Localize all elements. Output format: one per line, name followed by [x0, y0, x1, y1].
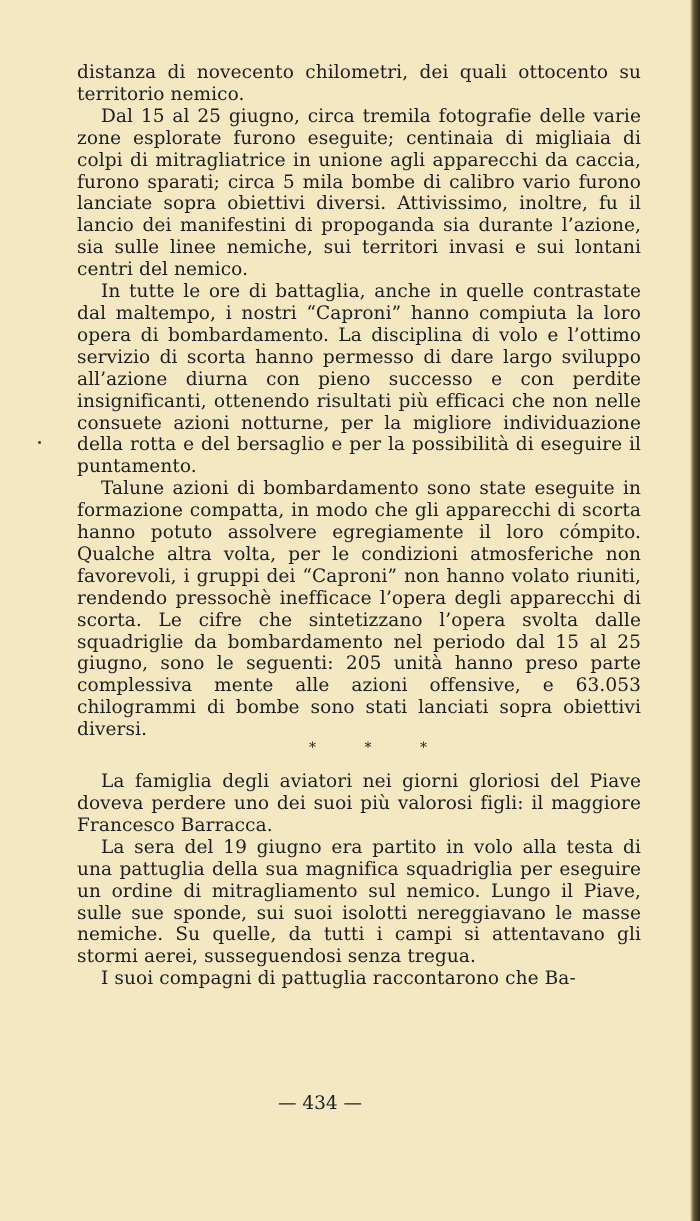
page-number: — 434 —	[277, 1093, 363, 1114]
paragraph-3: In tutte le ore di battaglia, anche in quelle contrastate dal maltempo, i nostri “Caproni” hanno compiuta la loro opera di bombardamento. La disciplina di volo e l’ottimo servizio di scorta hanno permesso di dare largo sviluppo all’azione diurna con pieno successo e con perdite insignificanti, ottenendo risultati più efficaci che non nelle consuete azioni notturne, per la migliore individuazione della rotta e del bersaglio e per la possibilità di eseguire il puntamento.	[77, 281, 641, 478]
spacer	[77, 763, 641, 771]
paragraph-7: I suoi compagni di pattuglia raccontarono che Ba-	[101, 968, 576, 990]
section-separator: * * *	[309, 740, 449, 757]
paragraph-6: La sera del 19 giugno era partito in volo alla testa di una pattuglia della sua magnifica squadriglia per eseguire un ordine di mitragliamento sul nemico. Lungo il Piave, sulle sue sponde, sui suoi isolotti nereggiavano le masse nemiche. Su quelle, da tutti i campi si attentavano gli stormi aerei, susseguendosi senza tregua.	[77, 836, 641, 968]
page-edge	[690, 0, 700, 1221]
paragraph-1: distanza di novecento chilometri, dei quali ottocento su territorio nemico.	[77, 62, 641, 105]
paragraph-5: La famiglia degli aviatori nei giorni gloriosi del Piave doveva perdere uno dei suoi più valorosi figli: il maggiore Francesco Barracca.	[77, 771, 641, 836]
paragraph-2: Dal 15 al 25 giugno, circa tremila fotografie delle varie zone esplorate furono eseguite; centinaia di migliaia di colpi di mitragliatrice in unione agli apparecchi da caccia, furono sparati; circa 5 mila bombe di calibro vario furono lanciate sopra obiettivi diversi. Attivissimo, inoltre, fu il lancio dei manifestini di propoganda sia durante l’azione, sia sulle linee nemiche, sui territori invasi e sui lontani centri del nemico.	[77, 105, 641, 281]
text-block	[77, 62, 641, 990]
ink-speck	[38, 441, 41, 444]
paragraph-4: Talune azioni di bombardamento sono state eseguite in formazione compatta, in modo che gli apparecchi di scorta hanno potuto assolvere egregiamente il loro cómpito. Qualche altra volta, per le condizioni atmosferiche non favorevoli, i gruppi dei “Caproni” non hanno volato riuniti, rendendo pressochè inefficace l’opera degli apparecchi di scorta. Le cifre che sintetizzano l’opera svolta dalle squadriglie da bombardamento nel periodo dal 15 al 25 giugno, sono le seguenti: 205 unità hanno preso parte complessiva mente alle azioni offensive, e 63.053 chilogrammi di bombe sono stati lanciati sopra obiettivi diversi.	[77, 478, 641, 741]
